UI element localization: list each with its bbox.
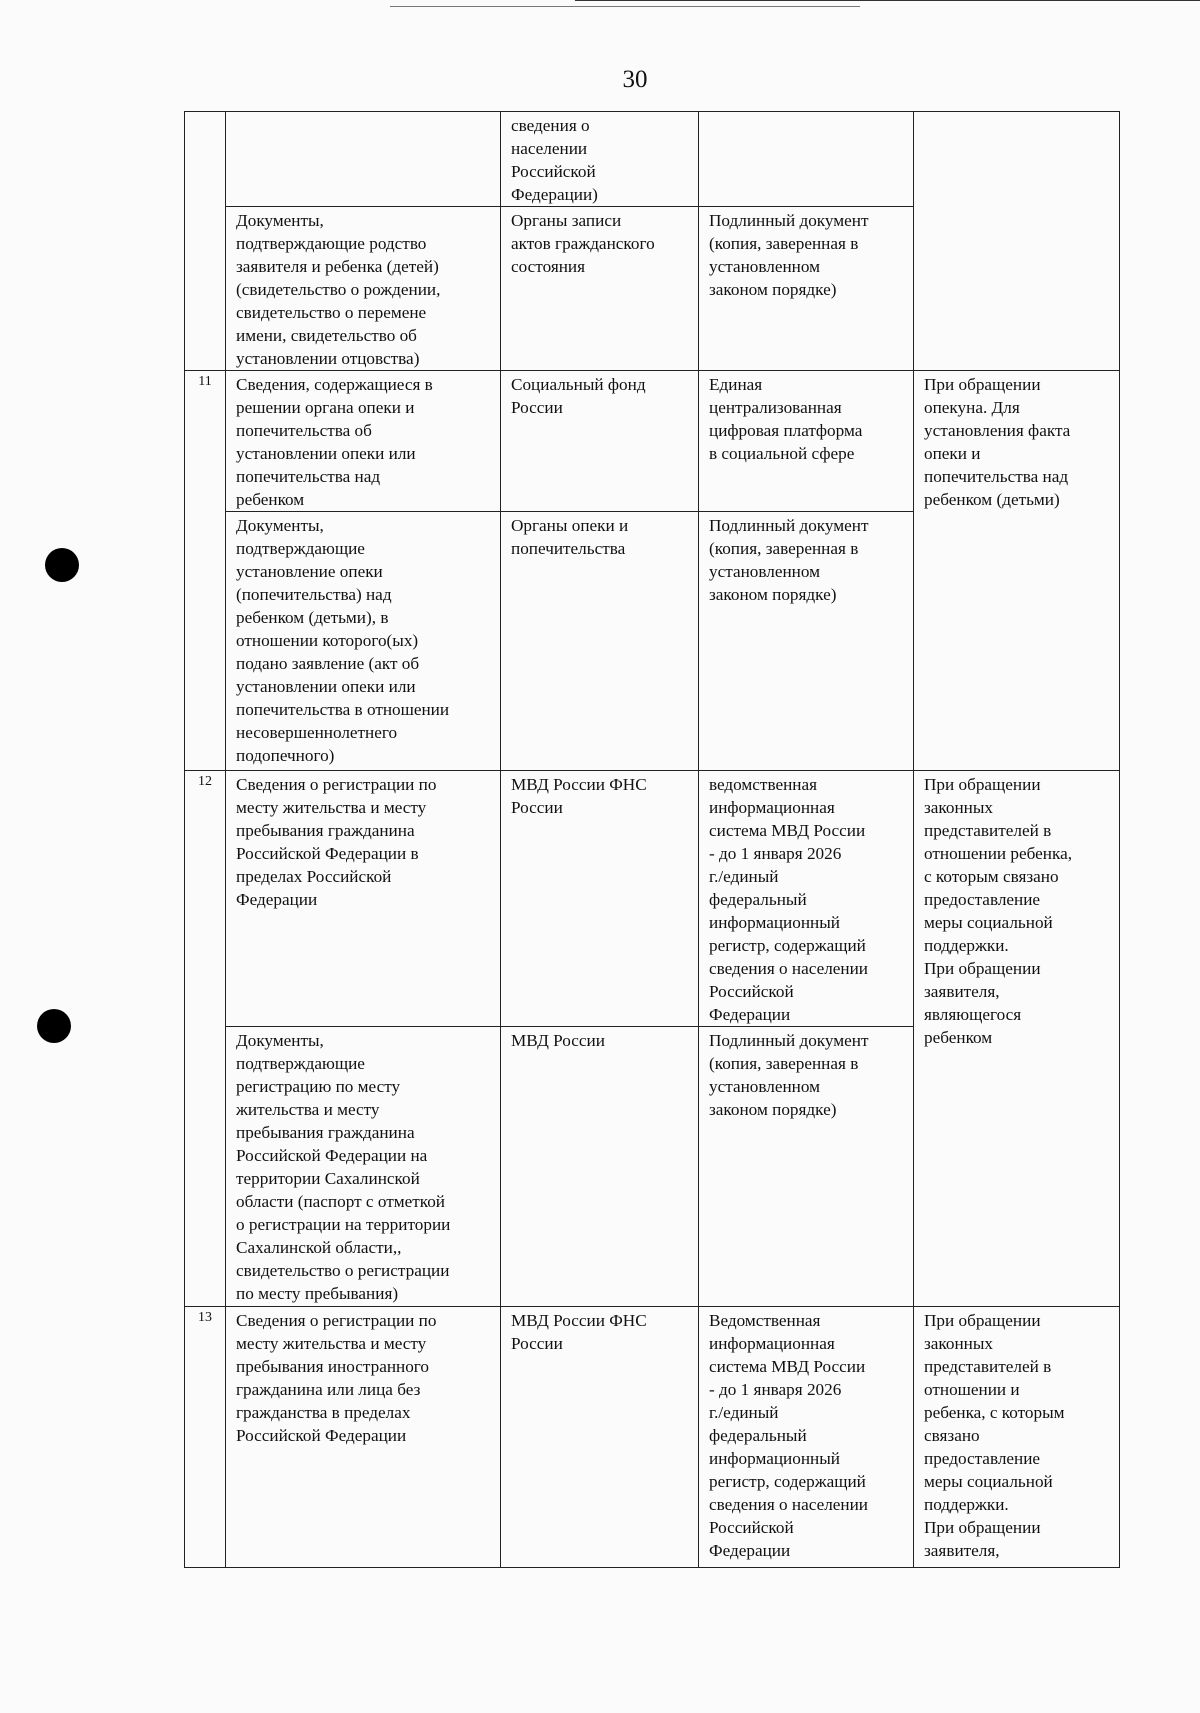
documents-table [184, 111, 1120, 1568]
format-cell: ведомственная информационная система МВД России - до 1 января 2026 г./единый федеральный информационный регистр, содержащий сведения о населении Российской Федерации [699, 771, 914, 1027]
document-cell: Сведения, содержащиеся в решении органа опеки и попечительства об установлении опеки или попечительства над ребенком [226, 371, 501, 512]
source-cell: МВД России ФНС России [501, 1307, 699, 1568]
document-cell: Документы, подтверждающие родство заявителя и ребенка (детей) (свидетельство о рождении, свидетельство о перемене имени, свидетельство об установлении отцовства) [226, 207, 501, 371]
document-cell: Сведения о регистрации по месту жительства и месту пребывания иностранного гражданина или лица без гражданства в пределах Российской Федерации [226, 1307, 501, 1568]
source-cell: сведения о населении Российской Федерации) [501, 112, 699, 207]
table-row [185, 771, 1120, 1027]
format-cell: Единая централизованная цифровая платформа в социальной сфере [699, 371, 914, 512]
row-number-cell: 13 [185, 1307, 226, 1568]
source-cell: Органы опеки и попечительства [501, 512, 699, 771]
source-cell: МВД России [501, 1027, 699, 1307]
row-number-cell: 11 [185, 371, 226, 771]
punch-hole-top [45, 548, 79, 582]
format-cell: Подлинный документ (копия, заверенная в установленном законом порядке) [699, 207, 914, 371]
document-cell: Документы, подтверждающие регистрацию по месту жительства и месту пребывания гражданина Российской Федерации на территории Сахалинской области (паспорт с отметкой о регистрации на территории Сахалинской области,, свидетельство о регистрации по месту пребывания) [226, 1027, 501, 1307]
table-row [185, 371, 1120, 512]
note-cell: При обращении законных представителей в отношении и ребенка, с которым связано предоставление меры социальной поддержки. При обращении заявителя, [914, 1307, 1120, 1568]
note-cell: При обращении опекуна. Для установления факта опеки и попечительства над ребенком (детьми) [914, 371, 1120, 771]
format-cell: Подлинный документ (копия, заверенная в установленном законом порядке) [699, 1027, 914, 1307]
row-number-cell: 12 [185, 771, 226, 1307]
table-row [185, 112, 1120, 207]
top-edge-line [575, 0, 1200, 1]
note-cell: При обращении законных представителей в отношении ребенка, с которым связано предоставление меры социальной поддержки. При обращении заявителя, являющегося ребенком [914, 771, 1120, 1307]
format-cell: Подлинный документ (копия, заверенная в установленном законом порядке) [699, 512, 914, 771]
source-cell: Органы записи актов гражданского состояния [501, 207, 699, 371]
top-edge-line-short [390, 6, 860, 7]
punch-hole-bottom [37, 1009, 71, 1043]
note-cell [914, 112, 1120, 371]
source-cell: МВД России ФНС России [501, 771, 699, 1027]
row-number-cell [185, 112, 226, 371]
format-cell: Ведомственная информационная система МВД России - до 1 января 2026 г./единый федеральный информационный регистр, содержащий сведения о населении Российской Федерации [699, 1307, 914, 1568]
document-cell: Сведения о регистрации по месту жительства и месту пребывания гражданина Российской Федерации в пределах Российской Федерации [226, 771, 501, 1027]
format-cell [699, 112, 914, 207]
table-row [185, 1307, 1120, 1568]
page-number: 30 [622, 66, 648, 93]
document-cell [226, 112, 501, 207]
document-cell: Документы, подтверждающие установление опеки (попечительства) над ребенком (детьми), в отношении которого(ых) подано заявление (акт об установлении опеки или попечительства в отношении несовершеннолетнего подопечного) [226, 512, 501, 771]
source-cell: Социальный фонд России [501, 371, 699, 512]
